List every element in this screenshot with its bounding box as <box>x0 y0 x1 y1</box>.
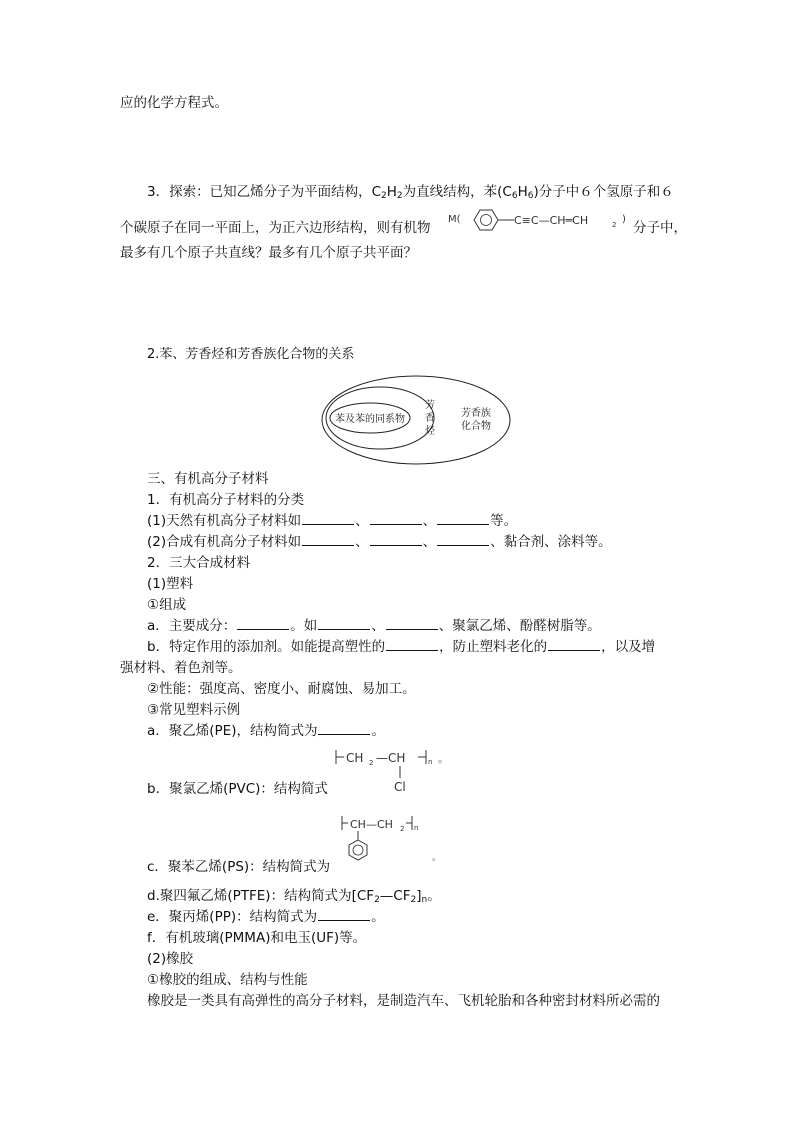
natural-polymers-line: (1)天然有机高分子材料如 、 、 等。 <box>147 513 518 529</box>
line-equation-prompt: 应的化学方程式。 <box>120 95 228 111</box>
pe-line: a．聚乙烯(PE)，结构简式为 。 <box>147 723 385 739</box>
venn-middle-label-2: 香 <box>425 413 435 424</box>
venn-inner-label: 苯及苯的同系物 <box>335 414 405 425</box>
composition-heading: ①组成 <box>147 597 187 613</box>
pvc-ch: —CH <box>376 751 406 765</box>
pvc-cl: Cl <box>394 780 406 794</box>
svg-text:2: 2 <box>400 825 405 833</box>
pvc-structure <box>330 744 450 796</box>
M-label: M( <box>448 214 461 225</box>
item-2-heading: 2．三大合成材料 <box>147 555 251 571</box>
venn-outer-label-1: 芳香族 <box>461 408 491 419</box>
main-component-line: a．主要成分： 。如 、 、聚氯乙烯、酚醛树脂等。 <box>147 618 601 634</box>
benzene-ring-icon <box>349 840 367 860</box>
pmma-line: f．有机玻璃(PMMA)和电玉(UF)等。 <box>147 930 367 946</box>
ps-structure <box>336 810 448 868</box>
question-3-line-2-end: 分子中， <box>633 220 687 236</box>
svg-text:2: 2 <box>369 759 374 767</box>
venn-outer-label-2: 化合物 <box>461 421 491 432</box>
blank <box>386 638 438 651</box>
blank <box>302 533 354 546</box>
ptfe-line: d.聚四氟乙烯(PTFE)：结构简式为$[CF_2—CF_2]_n$。 <box>147 888 441 905</box>
additives-line: b．特定作用的添加剂。如能提高塑性的 ，防止塑料老化的 ，以及增 <box>147 639 656 655</box>
blank <box>370 512 422 525</box>
svg-text:n: n <box>428 758 433 766</box>
pvc-ch2: CH <box>346 751 364 765</box>
svg-text:。: 。 <box>438 752 449 765</box>
blank <box>302 512 354 525</box>
synthetic-polymers-line: (2)合成有机高分子材料如 、 、 、黏合剂、涂料等。 <box>147 534 612 550</box>
molecule-M-diagram <box>448 204 634 236</box>
blank <box>437 512 489 525</box>
pp-line: e．聚丙烯(PP)：结构简式为 。 <box>147 909 385 925</box>
ps-line: c．聚苯乙烯(PS)：结构简式为 <box>147 859 331 875</box>
ptfe-formula: $[CF_2—CF_2]_n$ <box>351 888 428 905</box>
section-3-heading: 三、有机高分子材料 <box>147 471 269 487</box>
svg-text:2: 2 <box>612 221 617 229</box>
blank <box>386 617 438 630</box>
rubber-heading: (2)橡胶 <box>147 951 194 967</box>
properties-line: ②性能：强度高、密度小、耐腐蚀、易加工。 <box>147 681 416 697</box>
section-2-heading: 2.苯、芳香烃和芳香族化合物的关系 <box>147 347 355 362</box>
M-close: ) <box>622 214 626 225</box>
blank <box>318 617 370 630</box>
item-1-heading: 1．有机高分子材料的分类 <box>147 492 305 508</box>
blank <box>318 722 370 735</box>
blank <box>548 638 600 651</box>
blank <box>437 533 489 546</box>
pvc-line: b．聚氯乙烯(PVC)：结构简式 <box>147 781 328 797</box>
rubber-sub-heading: ①橡胶的组成、结构与性能 <box>147 972 308 988</box>
svg-text:n: n <box>414 824 419 832</box>
venn-middle-label-1: 芳 <box>425 400 435 411</box>
blank <box>370 533 422 546</box>
rubber-description: 橡胶是一类具有高弹性的高分子材料，是制造汽车、飞机轮胎和各种密封材料所必需的 <box>147 993 660 1009</box>
blank <box>318 908 370 921</box>
M-chain: C≡C—CH═CH <box>514 214 589 227</box>
additives-line-cont: 强材料、着色剂等。 <box>120 660 242 676</box>
question-3-line-2: 个碳原子在同一平面上，为正六边形结构，则有机物 <box>120 220 431 236</box>
svg-text:。: 。 <box>432 853 442 863</box>
examples-heading: ③常见塑料示例 <box>147 702 241 718</box>
venn-middle-label-3: 烃 <box>425 426 435 437</box>
benzene-ring-icon <box>474 210 498 230</box>
question-3-line-1: 3．探索：已知乙烯分子为平面结构，$C_2H_2$为直线结构，苯$(C_6H_6)$分子中６个氢原子和６ <box>147 184 674 201</box>
ps-main: CH—CH <box>350 818 393 831</box>
plastics-heading: (1)塑料 <box>147 576 194 592</box>
venn-diagram <box>318 372 514 468</box>
blank <box>237 617 289 630</box>
question-3-line-3: 最多有几个原子共直线？最多有几个原子共平面？ <box>120 245 417 261</box>
